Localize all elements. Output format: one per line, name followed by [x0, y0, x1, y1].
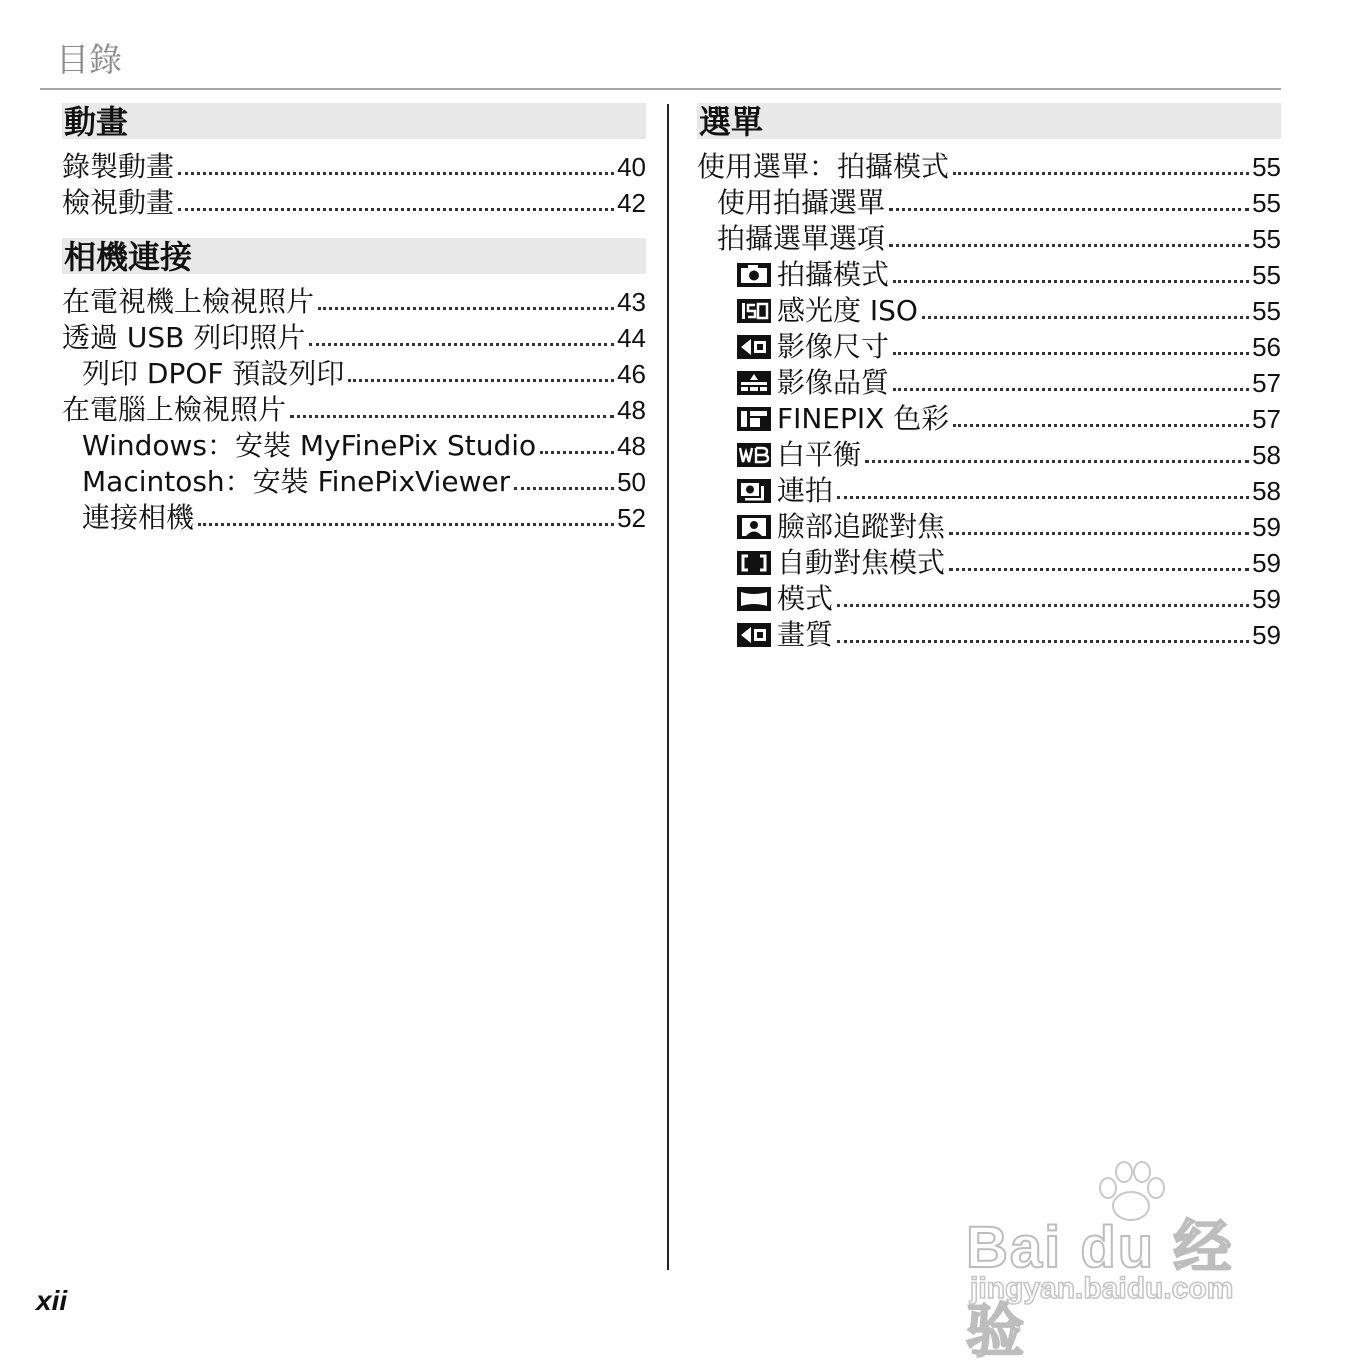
- leader-dots: [893, 388, 1249, 391]
- toc-entry[interactable]: [62, 389, 646, 425]
- leader-dots: [893, 352, 1249, 355]
- toc-entry-text: 影像尺寸: [777, 332, 890, 362]
- leader-dots: [837, 640, 1249, 643]
- finepix-color-icon: [737, 407, 771, 431]
- toc-entry-label: [737, 404, 949, 434]
- toc-entry-page: 59: [1252, 512, 1281, 542]
- toc-entry[interactable]: [697, 182, 1281, 218]
- toc-entry[interactable]: [62, 425, 646, 461]
- toc-entry-label: 在電視機上檢視照片: [62, 287, 315, 317]
- toc-entry[interactable]: [697, 470, 1281, 506]
- toc-entry[interactable]: [62, 281, 646, 317]
- toc-entry-label: [737, 296, 918, 326]
- toc-section-menus: [697, 103, 1281, 650]
- section-title: 選單: [699, 103, 764, 141]
- toc-entry[interactable]: [697, 542, 1281, 578]
- toc-entry-page: 48: [617, 431, 646, 461]
- leader-dots: [837, 604, 1249, 607]
- toc-entry-text: 影像品質: [777, 368, 890, 398]
- camera-icon: [737, 263, 771, 287]
- white-balance-icon: [737, 443, 771, 467]
- toc-entry-page: 44: [617, 323, 646, 353]
- toc-entry-text: 白平衡: [777, 440, 862, 470]
- toc-entry[interactable]: [62, 317, 646, 353]
- watermark-brand: Bai du 经验: [966, 1215, 1234, 1364]
- toc-entry-page: 43: [617, 287, 646, 317]
- toc-entry-page: 55: [1252, 224, 1281, 254]
- leader-dots: [178, 208, 614, 211]
- toc-entry[interactable]: [697, 326, 1281, 362]
- page-title: 目錄: [56, 40, 122, 79]
- continuous-shooting-icon: [737, 479, 771, 503]
- toc-entry-label: [737, 476, 833, 506]
- toc-entry-label: 使用拍攝選單: [717, 188, 886, 218]
- toc-entry-text: 畫質: [777, 620, 834, 650]
- leader-dots: [837, 496, 1249, 499]
- toc-right-column: [697, 103, 1281, 670]
- toc-entry-label: [737, 368, 889, 398]
- toc-entry-text: 拍攝模式: [777, 260, 890, 290]
- toc-entry-page: 59: [1252, 584, 1281, 614]
- toc-entry-label: [737, 440, 861, 470]
- panorama-mode-icon: [737, 587, 771, 611]
- toc-entry-text: 連拍: [777, 476, 834, 506]
- leader-dots: [922, 316, 1249, 319]
- image-size-icon: [737, 335, 771, 359]
- toc-entry-page: 58: [1252, 440, 1281, 470]
- leader-dots: [949, 568, 1249, 571]
- leader-dots: [318, 307, 614, 310]
- toc-entry-label: [737, 620, 833, 650]
- leader-dots: [953, 424, 1249, 427]
- toc-entry[interactable]: [697, 218, 1281, 254]
- toc-entry-label: 透過 USB 列印照片: [62, 323, 306, 353]
- toc-entry-label: 檢視動畫: [62, 188, 175, 218]
- toc-entry-page: 55: [1252, 188, 1281, 218]
- toc-entry[interactable]: [62, 353, 646, 389]
- toc-entry[interactable]: [697, 254, 1281, 290]
- leader-dots: [889, 244, 1249, 247]
- section-heading: [697, 103, 1281, 139]
- toc-entry[interactable]: [697, 362, 1281, 398]
- iso-icon: [737, 299, 771, 323]
- toc-entry-text: 感光度 ISO: [777, 296, 918, 326]
- toc-entry-page: 50: [617, 467, 646, 497]
- toc-section-movies: [62, 103, 646, 218]
- toc-entry[interactable]: [62, 461, 646, 497]
- toc-entry-page: 48: [617, 395, 646, 425]
- baidu-watermark: [966, 1160, 1286, 1364]
- leader-dots: [953, 172, 1249, 175]
- column-divider: [667, 104, 669, 1270]
- toc-entry[interactable]: [62, 146, 646, 182]
- toc-left-column: [62, 103, 646, 553]
- af-mode-icon: [737, 551, 771, 575]
- toc-entry-page: 55: [1252, 152, 1281, 182]
- section-title: 動畫: [64, 103, 129, 141]
- toc-entry[interactable]: [62, 182, 646, 218]
- toc-entry-text: 臉部追蹤對焦: [777, 512, 946, 542]
- toc-entry-label: 列印 DPOF 預設列印: [82, 359, 345, 389]
- toc-entry[interactable]: [62, 497, 646, 533]
- toc-entry-label: [737, 332, 889, 362]
- section-heading: [62, 238, 646, 274]
- toc-entry-label: 使用選單：拍攝模式: [697, 152, 950, 182]
- toc-entry-label: Windows：安裝 MyFinePix Studio: [82, 431, 537, 461]
- toc-entry-page: 52: [617, 503, 646, 533]
- toc-entry[interactable]: [697, 578, 1281, 614]
- toc-entry-page: 58: [1252, 476, 1281, 506]
- toc-entry[interactable]: [697, 434, 1281, 470]
- face-detection-icon: [737, 515, 771, 539]
- toc-entry-label: 錄製動畫: [62, 152, 175, 182]
- movie-quality-icon: [737, 623, 771, 647]
- toc-entry-text: FINEPIX 色彩: [777, 404, 950, 434]
- toc-entry[interactable]: [697, 146, 1281, 182]
- toc-entry-text: 自動對焦模式: [777, 548, 946, 578]
- toc-entry-page: 56: [1252, 332, 1281, 362]
- toc-entry-label: [737, 512, 945, 542]
- toc-entry-page: 57: [1252, 404, 1281, 434]
- image-quality-icon: [737, 371, 771, 395]
- toc-entry[interactable]: [697, 506, 1281, 542]
- toc-entry-label: [737, 260, 889, 290]
- leader-dots: [949, 532, 1249, 535]
- toc-entry-label: 在電腦上檢視照片: [62, 395, 287, 425]
- toc-entry-label: 拍攝選單選項: [717, 224, 886, 254]
- leader-dots: [514, 487, 614, 490]
- toc-entry-label: [737, 584, 833, 614]
- toc-entry-page: 40: [617, 152, 646, 182]
- toc-entry-page: 55: [1252, 296, 1281, 326]
- toc-entry-page: 42: [617, 188, 646, 218]
- toc-entry-page: 57: [1252, 368, 1281, 398]
- leader-dots: [309, 343, 614, 346]
- toc-entry-label: Macintosh：安裝 FinePixViewer: [82, 467, 511, 497]
- toc-entry-label: [737, 548, 945, 578]
- section-heading: [62, 103, 646, 139]
- leader-dots: [290, 415, 614, 418]
- watermark-url: jingyan.baidu.com: [970, 1272, 1234, 1305]
- toc-entry-label: 連接相機: [82, 503, 195, 533]
- toc-section-connections: [62, 238, 646, 533]
- toc-entry-page: 59: [1252, 548, 1281, 578]
- header-divider: [40, 88, 1281, 90]
- leader-dots: [893, 280, 1249, 283]
- toc-entry-page: 55: [1252, 260, 1281, 290]
- page-number: xii: [36, 1285, 68, 1316]
- toc-entry[interactable]: [697, 398, 1281, 434]
- toc-entry-page: 46: [617, 359, 646, 389]
- leader-dots: [348, 379, 614, 382]
- leader-dots: [540, 451, 614, 454]
- leader-dots: [178, 172, 614, 175]
- leader-dots: [865, 460, 1249, 463]
- leader-dots: [198, 523, 614, 526]
- section-title: 相機連接: [64, 238, 193, 276]
- leader-dots: [889, 208, 1249, 211]
- toc-entry-text: 模式: [777, 584, 834, 614]
- toc-entry[interactable]: [697, 290, 1281, 326]
- toc-entry-page: 59: [1252, 620, 1281, 650]
- toc-entry[interactable]: [697, 614, 1281, 650]
